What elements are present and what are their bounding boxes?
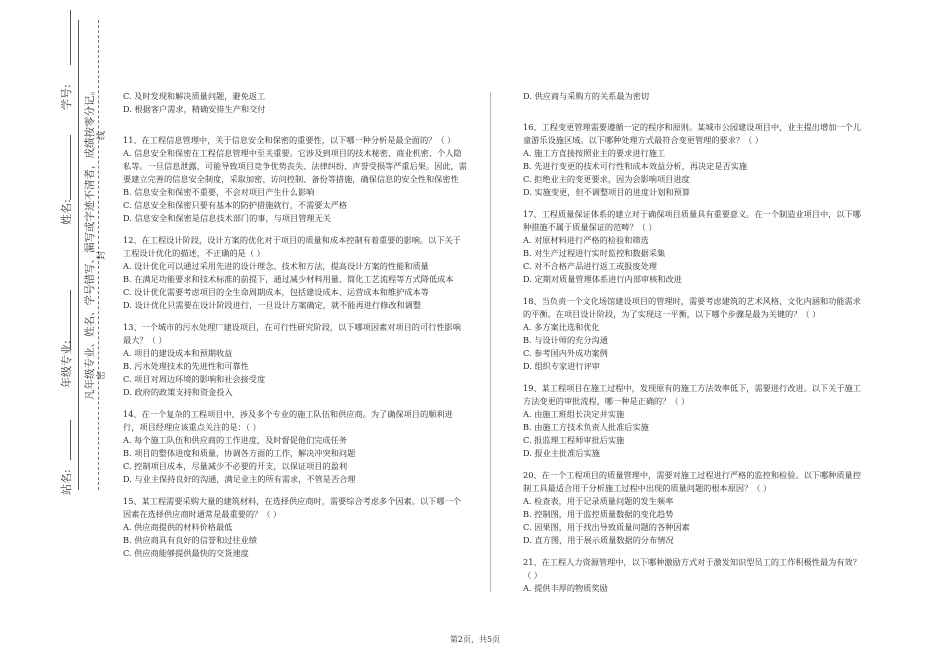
option-b: B. 对生产过程进行实时监控和数据采集 (523, 248, 666, 258)
option-c: C. 拒绝业主的变更要求，因为会影响项目进度 (523, 174, 690, 184)
question-12 (123, 234, 468, 312)
seal-feng: 封 (97, 250, 107, 260)
option-a: A. 信息安全和保密在工程信息管理中至关重要。它涉及到项目的技术秘密、商业机密、个人隐私等。一旦信息泄露，可能导致项目竞争优势丧失、法律纠纷、声誉受损等严重后果。因此，需要建立完善的信息安全制度，采取加密、访问控制、备份等措施，确保信息的安全性和保密性 (123, 148, 467, 184)
option-c: C. 及时发现和解决质量问题，避免返工 (123, 91, 266, 101)
option-b: B. 控制图，用于监控质量数据的变化趋势 (523, 509, 674, 519)
option-d: D. 定期对质量管理体系进行内部审核和改进 (523, 274, 682, 284)
question-text: 15、某工程需要采购大量的建筑材料，在选择供应商时，需要综合考虑多个因素。以下哪一个因素在选择供应商时通常是最重要的？（ ） (123, 496, 461, 519)
name-label: 姓名: (60, 199, 73, 225)
question-text: 12、在工程设计阶段，设计方案的优化对于项目的质量和成本控制有着重要的影响。以下关于工程设计优化的描述，不正确的是（ ） (123, 235, 461, 258)
question-13 (123, 321, 468, 399)
question-15 (123, 495, 468, 560)
right-column (523, 90, 868, 604)
question-18 (523, 295, 868, 373)
student-id-underline (70, 10, 71, 65)
option-c: C. 对不合格产品进行返工或报废处理 (523, 261, 657, 271)
option-b: B. 信息安全和保密不重要，不会对项目产生什么影响 (123, 187, 315, 197)
option-a: A. 施工方直接按照业主的要求进行施工 (523, 148, 666, 158)
option-c: C. 因果图，用于找出导致质量问题的各种因素 (523, 522, 690, 532)
option-d: D. 组织专家进行评审 (523, 361, 600, 371)
option-c: C. 报监理工程师审批后实施 (523, 435, 625, 445)
carry-over-options (123, 90, 468, 116)
school-label: 站名: (60, 469, 73, 495)
option-d: D. 设计优化只需要在设计阶段进行，一旦设计方案确定，就不能再进行修改和调整 (123, 300, 422, 310)
class-label: 年级专业: (60, 340, 73, 388)
student-id-label: 学号: (60, 84, 73, 110)
option-d: D. 供应商与采购方的关系最为密切 (523, 91, 650, 101)
option-c: C. 控制项目成本，尽量减少不必要的开支，以保证项目的盈利 (123, 461, 348, 471)
question-text: 14、在一个复杂的工程项目中，涉及多个专业的施工队伍和供应商。为了确保项目的顺利进行，项目经理应该重点关注的是：（ ） (123, 409, 453, 432)
question-14 (123, 408, 468, 486)
question-19 (523, 382, 868, 460)
question-text: 19、某工程项目在施工过程中，发现原有的施工方法效率低下，需要进行改进。以下关于施工方法变更的审批流程，哪一种是正确的？（ ） (523, 383, 861, 406)
question-text: 20、在一个工程项目的质量管理中，需要对施工过程进行严格的监控和检验。以下哪种质量控制工具最适合用于分析施工过程中出现的质量问题的根本原因？（ ） (523, 470, 861, 493)
school-underline (70, 420, 71, 460)
warning-text: 凡年级专业、姓名、学号错写、漏写或字迹不清者，成绩按零分记。 (84, 85, 96, 400)
question-text: 16、工程变更管理需要遵循一定的程序和原则。某城市公园建设项目中，业主提出增加一个儿童游乐设施区域。以下哪种处理方式最符合变更管理的要求？（ ） (523, 122, 861, 145)
option-d: D. 信息安全和保密是信息技术部门的事，与项目管理无关 (123, 213, 331, 223)
question-text: 17、工程质量保证体系的建立对于确保项目质量具有重要意义。在一个制造业项目中，以下哪种措施不属于质量保证的范畴？（ ） (523, 209, 861, 232)
option-b: B. 项目的整体进度和质量，协调各方面的工作，解决冲突和问题 (123, 448, 356, 458)
question-20 (523, 469, 868, 547)
option-a: A. 设计优化可以通过采用先进的设计理念、技术和方法，提高设计方案的性能和质量 (123, 261, 429, 271)
option-a: A. 项目的建设成本和预期收益 (123, 348, 233, 358)
carry-over-options (523, 90, 868, 103)
option-b: B. 污水处理技术的先进性和可靠性 (123, 361, 249, 371)
option-b: B. 由施工方技术负责人批准后实施 (523, 422, 649, 432)
option-a: A. 对原材料进行严格的检验和筛选 (523, 235, 649, 245)
class-underline (70, 290, 71, 350)
binding-margin (0, 0, 110, 672)
page-number: 第2页，共5页 (449, 635, 501, 644)
option-a: A. 检查表，用于记录质量问题的发生频率 (523, 496, 674, 506)
option-a: A. 提供丰厚的物质奖励 (523, 583, 608, 593)
option-a: A. 由施工班组长决定并实施 (523, 409, 625, 419)
question-text: 21、在工程人力资源管理中，以下哪种激励方式对于激发知识型员工的工作积极性最为有效？（ ） (523, 557, 861, 580)
left-column (123, 90, 468, 569)
question-17 (523, 208, 868, 286)
option-c: C. 项目对周边环境的影响和社会接受度 (123, 374, 266, 384)
option-d: D. 实施变更，但不调整项目的进度计划和预算 (523, 187, 691, 197)
option-d: D. 根据客户需求，精确安排生产和交付 (123, 104, 266, 114)
option-b: B. 与设计师的充分沟通 (523, 335, 608, 345)
question-text: 18、当负责一个文化场馆建设项目的管理时，需要考虑建筑的艺术风格、文化内涵和功能需求的平衡。在项目设计阶段，为了实现这一平衡，以下哪个步骤是最为关键的？（ ） (523, 296, 861, 319)
question-21 (523, 556, 868, 595)
option-a: A. 每个施工队伍和供应商的工作进度，及时督促他们完成任务 (123, 435, 347, 445)
seal-mi: 密 (97, 370, 107, 380)
option-a: A. 多方案比选和优化 (523, 322, 600, 332)
option-b: B. 供应商具有良好的信誉和过往业绩 (123, 535, 258, 545)
option-a: A. 供应商提供的材料价格最低 (123, 522, 233, 532)
option-c: C. 供应商能够提供最快的交货速度 (123, 548, 249, 558)
question-11 (123, 134, 468, 225)
option-c: C. 参考国内外成功案例 (523, 348, 608, 358)
option-c: C. 设计优化需要考虑项目的全生命周期成本，包括建设成本、运营成本和维护成本等 (123, 287, 429, 297)
column-divider (490, 92, 491, 592)
option-d: D. 政府的政策支持和资金投入 (123, 387, 233, 397)
option-d: D. 报业主批准后实施 (523, 448, 600, 458)
option-d: D. 与业主保持良好的沟通，满足业主的所有需求，不管是否合理 (123, 474, 356, 484)
option-d: D. 直方图，用于展示质量数据的分布情况 (523, 535, 674, 545)
name-underline (70, 135, 71, 200)
option-b: B. 在满足功能要求和技术标准的前提下，通过减少材料用量、简化工艺流程等方式降低成本 (123, 274, 454, 284)
question-text: 11、在工程信息管理中，关于信息安全和保密的重要性，以下哪一种分析是最全面的？（ ） (123, 135, 456, 145)
margin-solid-line (78, 20, 79, 490)
question-text: 13、一个城市的污水处理厂建设项目，在可行性研究阶段，以下哪项因素对项目的可行性影响最大？（ ） (123, 322, 461, 345)
option-b: B. 先进行变更的技术可行性和成本效益分析，再决定是否实施 (523, 161, 748, 171)
seal-xian: 线 (97, 130, 107, 140)
option-c: C. 信息安全和保密只要有基本的防护措施就行，不需要太严格 (123, 200, 348, 210)
question-16 (523, 121, 868, 199)
